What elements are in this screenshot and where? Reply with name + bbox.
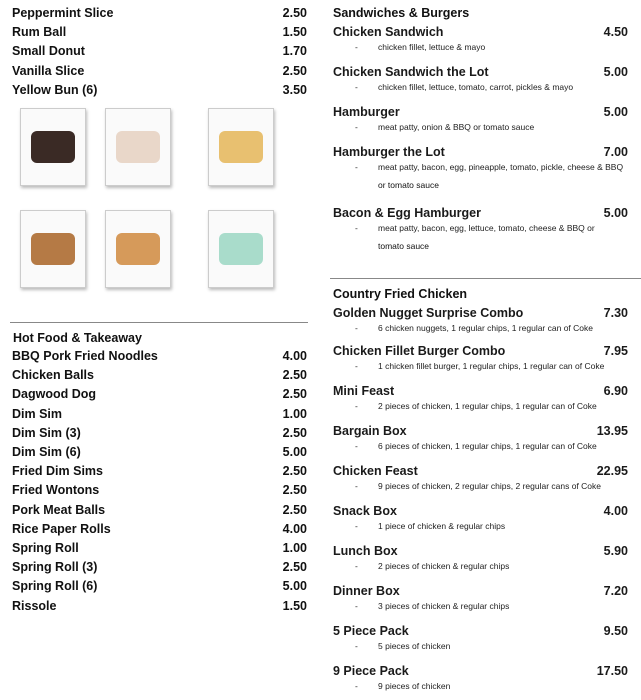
item-price: 7.30 bbox=[603, 306, 628, 320]
item-description: - 3 pieces of chicken & regular chips bbox=[333, 600, 628, 613]
menu-item bbox=[333, 584, 628, 613]
item-name: Dinner Box bbox=[333, 584, 400, 598]
item-description-cont: tomato sauce bbox=[378, 241, 430, 251]
menu-item bbox=[12, 366, 307, 385]
menu-item bbox=[12, 23, 307, 42]
item-name: Lunch Box bbox=[333, 544, 398, 558]
food-image bbox=[31, 131, 75, 163]
menu-item bbox=[12, 347, 307, 366]
item-name: 5 Piece Pack bbox=[333, 624, 409, 638]
vanilla-slice-photo bbox=[208, 210, 274, 288]
item-name: Chicken Sandwich bbox=[333, 25, 444, 39]
menu-item bbox=[333, 306, 628, 335]
item-name: Chicken Sandwich the Lot bbox=[333, 65, 489, 79]
item-price: 7.20 bbox=[603, 584, 628, 598]
menu-item bbox=[333, 105, 628, 134]
item-name: Dim Sim bbox=[12, 406, 63, 421]
item-price: 9.50 bbox=[603, 624, 628, 638]
item-description: - 6 chicken nuggets, 1 regular chips, 1 regular can of Coke bbox=[333, 322, 628, 335]
hot-food-title: Hot Food & Takeaway bbox=[13, 331, 142, 345]
menu-item bbox=[333, 344, 628, 373]
item-description: - 2 pieces of chicken & regular chips bbox=[333, 560, 628, 573]
item-name: Golden Nugget Surprise Combo bbox=[333, 306, 524, 320]
item-price: 1.50 bbox=[282, 25, 307, 40]
item-description: - 1 piece of chicken & regular chips bbox=[333, 520, 628, 533]
item-name: Spring Roll (3) bbox=[12, 560, 98, 575]
item-description: - 6 pieces of chicken, 1 regular chips, 1 regular can of Coke bbox=[333, 440, 628, 453]
item-price: 5.00 bbox=[603, 206, 628, 220]
item-price: 7.95 bbox=[603, 344, 628, 358]
item-description: - meat patty, onion & BBQ or tomato sauce bbox=[333, 121, 628, 134]
item-name: Chicken Fillet Burger Combo bbox=[333, 344, 506, 358]
menu-item bbox=[12, 462, 307, 481]
item-name: Pork Meat Balls bbox=[12, 502, 106, 517]
menu-item bbox=[333, 424, 628, 453]
item-price: 1.50 bbox=[282, 598, 307, 613]
item-price: 2.50 bbox=[282, 368, 307, 383]
menu-item bbox=[12, 424, 307, 443]
item-description: - 1 chicken fillet burger, 1 regular chips, 1 regular can of Coke bbox=[333, 360, 628, 373]
menu-item bbox=[12, 385, 307, 404]
item-description: - 2 pieces of chicken, 1 regular chips, 1 regular can of Coke bbox=[333, 400, 628, 413]
menu-item bbox=[333, 206, 628, 251]
menu-item bbox=[333, 145, 628, 190]
item-price: 3.50 bbox=[282, 82, 307, 97]
item-name: Rissole bbox=[12, 598, 57, 613]
item-name: Vanilla Slice bbox=[12, 63, 85, 78]
sandwiches-list bbox=[333, 25, 628, 265]
menu-item bbox=[333, 544, 628, 573]
item-price: 7.00 bbox=[603, 145, 628, 159]
item-price: 6.90 bbox=[603, 384, 628, 398]
item-price: 22.95 bbox=[596, 464, 628, 478]
food-image bbox=[219, 131, 263, 163]
item-description-cont: or tomato sauce bbox=[378, 180, 439, 190]
item-price: 1.00 bbox=[282, 406, 307, 421]
menu-item bbox=[333, 65, 628, 94]
menu-item bbox=[333, 624, 628, 653]
item-description: - chicken fillet, lettuce & mayo bbox=[333, 41, 628, 54]
item-name: Mini Feast bbox=[333, 384, 395, 398]
item-price: 13.95 bbox=[596, 424, 628, 438]
menu-item bbox=[12, 62, 307, 81]
menu-item bbox=[12, 577, 307, 596]
menu-item bbox=[12, 443, 307, 462]
item-price: 4.50 bbox=[603, 25, 628, 39]
item-name: Dagwood Dog bbox=[12, 387, 97, 402]
item-name: Bacon & Egg Hamburger bbox=[333, 206, 481, 220]
donut-photo bbox=[105, 108, 171, 186]
item-price: 2.50 bbox=[282, 425, 307, 440]
menu-item bbox=[12, 4, 307, 23]
bakery-list bbox=[12, 4, 307, 104]
item-price: 5.00 bbox=[282, 579, 307, 594]
item-price: 5.00 bbox=[282, 445, 307, 459]
item-name: Hamburger bbox=[333, 105, 400, 119]
menu-item bbox=[12, 520, 307, 539]
menu-item bbox=[333, 504, 628, 533]
item-description: - meat patty, bacon, egg, lettuce, tomato, cheese & BBQ or bbox=[333, 222, 628, 235]
item-name: Small Donut bbox=[12, 44, 85, 59]
food-image bbox=[116, 233, 160, 265]
item-price: 5.00 bbox=[603, 65, 628, 79]
menu-item bbox=[12, 42, 307, 61]
item-price: 5.90 bbox=[603, 544, 628, 558]
item-name: Rice Paper Rolls bbox=[12, 521, 111, 536]
item-price: 2.50 bbox=[282, 6, 307, 20]
item-name: Fried Wontons bbox=[12, 483, 100, 498]
item-name: Fried Dim Sims bbox=[12, 464, 103, 479]
divider bbox=[10, 322, 308, 323]
divider bbox=[330, 278, 641, 279]
menu-item bbox=[333, 464, 628, 493]
menu-item bbox=[12, 481, 307, 500]
item-name: Chicken Feast bbox=[333, 464, 418, 478]
hot-food-list bbox=[12, 347, 307, 627]
item-name: Dim Sim (3) bbox=[12, 425, 81, 440]
item-name: 9 Piece Pack bbox=[333, 664, 409, 678]
item-name: Snack Box bbox=[333, 504, 397, 518]
item-price: 2.50 bbox=[282, 560, 307, 575]
item-price: 4.00 bbox=[282, 349, 307, 363]
item-name: Chicken Balls bbox=[12, 368, 94, 383]
item-price: 2.50 bbox=[282, 483, 307, 498]
food-image bbox=[31, 233, 75, 265]
bun-photo bbox=[105, 210, 171, 288]
item-price: 1.70 bbox=[282, 44, 307, 59]
menu-item bbox=[12, 501, 307, 520]
item-name: Spring Roll (6) bbox=[12, 579, 98, 594]
menu-item bbox=[12, 597, 307, 616]
pastry-photo bbox=[20, 210, 86, 288]
item-description: - 9 pieces of chicken, 2 regular chips, 2 regular cans of Coke bbox=[333, 480, 628, 493]
chicken-title: Country Fried Chicken bbox=[333, 287, 468, 301]
menu-item bbox=[12, 405, 307, 424]
item-price: 2.50 bbox=[282, 464, 307, 479]
menu-item bbox=[333, 664, 628, 693]
menu-item bbox=[333, 25, 628, 54]
item-name: Spring Roll bbox=[12, 541, 79, 555]
menu-item bbox=[333, 384, 628, 413]
item-price: 5.00 bbox=[603, 105, 628, 119]
peppermint-slice-photo bbox=[20, 108, 86, 186]
item-price: 2.50 bbox=[282, 387, 307, 402]
item-price: 4.00 bbox=[603, 504, 628, 518]
item-price: 2.50 bbox=[282, 502, 307, 517]
slice-photo bbox=[208, 108, 274, 186]
item-description: - chicken fillet, lettuce, tomato, carrot, pickles & mayo bbox=[333, 81, 628, 94]
item-name: Yellow Bun (6) bbox=[12, 82, 98, 97]
item-name: Dim Sim (6) bbox=[12, 445, 81, 459]
menu-item bbox=[12, 558, 307, 577]
item-price: 1.00 bbox=[282, 541, 307, 555]
item-name: Rum Ball bbox=[12, 25, 67, 40]
item-price: 4.00 bbox=[282, 521, 307, 536]
item-description: - 9 pieces of chicken bbox=[333, 680, 628, 693]
item-description: - meat patty, bacon, egg, pineapple, tomato, pickle, cheese & BBQ bbox=[333, 161, 628, 174]
item-price: 17.50 bbox=[596, 664, 628, 678]
menu-item bbox=[12, 539, 307, 558]
item-name: BBQ Pork Fried Noodles bbox=[12, 349, 158, 363]
food-image bbox=[116, 131, 160, 163]
chicken-list bbox=[333, 306, 628, 700]
food-image bbox=[219, 233, 263, 265]
item-name: Bargain Box bbox=[333, 424, 407, 438]
item-description: - 5 pieces of chicken bbox=[333, 640, 628, 653]
item-name: Hamburger the Lot bbox=[333, 145, 445, 159]
item-name: Peppermint Slice bbox=[12, 6, 114, 20]
sandwiches-title: Sandwiches & Burgers bbox=[333, 6, 470, 20]
menu-item bbox=[12, 81, 307, 100]
item-price: 2.50 bbox=[282, 63, 307, 78]
